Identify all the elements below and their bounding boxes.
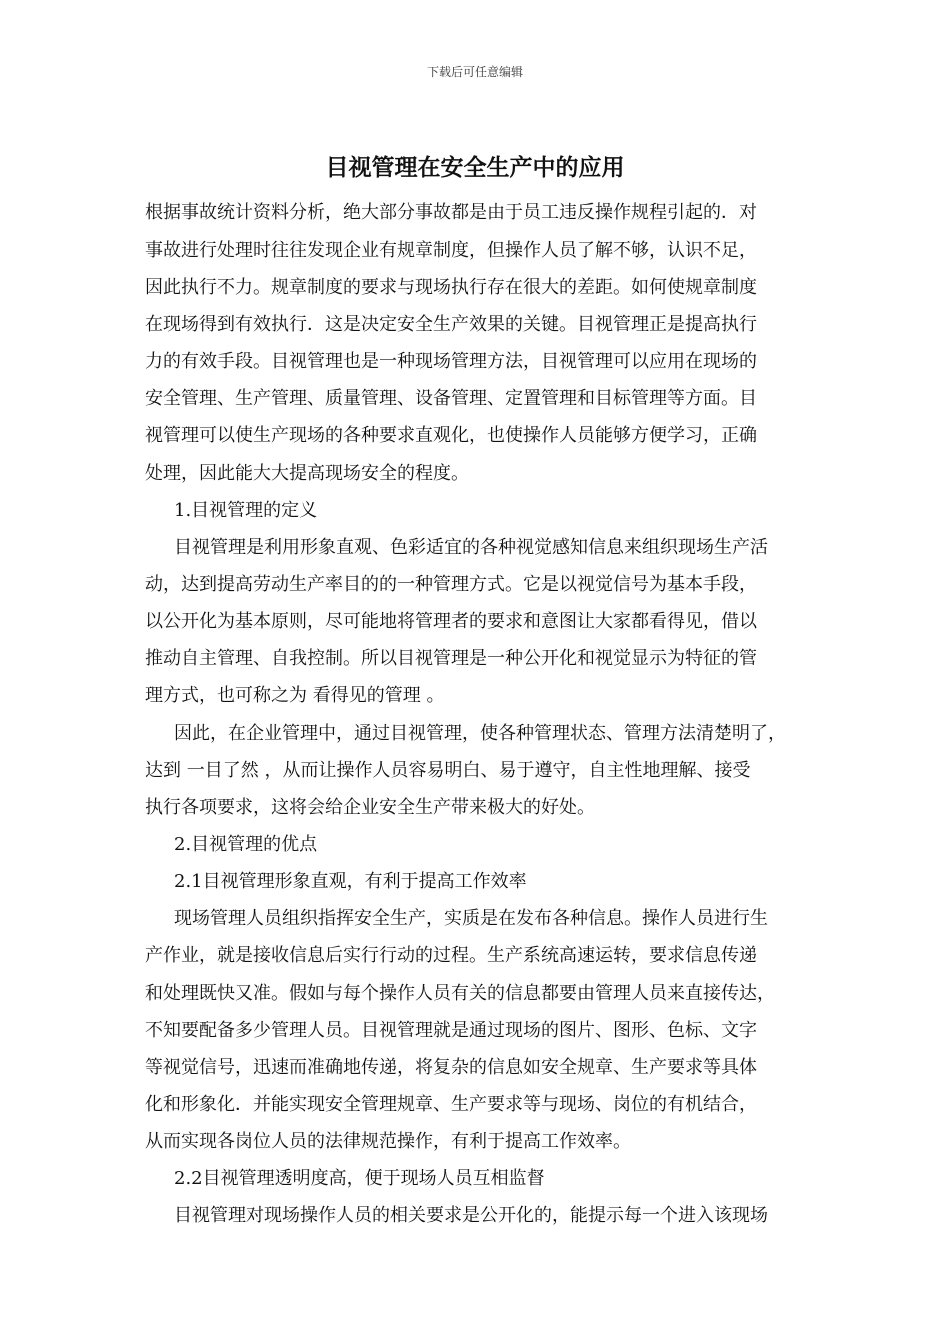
body-line: 达到 一目了然 ，从而让操作人员容易明白、易于遵守，自主性地理解、接受 xyxy=(145,760,751,781)
body-line: 在现场得到有效执行．这是决定安全生产效果的关键。目视管理正是提高执行 xyxy=(145,314,757,335)
section-heading: 1.目视管理的定义 xyxy=(174,500,318,521)
body-line: 以公开化为基本原则，尽可能地将管理者的要求和意图让大家都看得见，借以 xyxy=(145,611,757,632)
body-line: 安全管理、生产管理、质量管理、设备管理、定置管理和目标管理等方面。目 xyxy=(145,388,757,409)
body-line: 从而实现各岗位人员的法律规范操作，有利于提高工作效率。 xyxy=(145,1131,631,1152)
body-line: 因此执行不力。规章制度的要求与现场执行存在很大的差距。如何使规章制度 xyxy=(145,277,757,298)
body-line: 和处理既快又准。假如与每个操作人员有关的信息都要由管理人员来直接传达， xyxy=(145,983,775,1004)
body-line: 事故进行处理时往往发现企业有规章制度，但操作人员了解不够，认识不足， xyxy=(145,240,757,261)
body-line: 执行各项要求，这将会给企业安全生产带来极大的好处。 xyxy=(145,797,595,818)
body-line: 动，达到提高劳动生产率目的的一种管理方式。它是以视觉信号为基本手段， xyxy=(145,574,757,595)
subsection-heading: 2.2目视管理透明度高，便于现场人员互相监督 xyxy=(174,1168,545,1189)
body-line: 推动自主管理、自我控制。所以目视管理是一种公开化和视觉显示为特征的管 xyxy=(145,648,757,669)
section-heading: 2.目视管理的优点 xyxy=(174,834,318,855)
body-line: 视管理可以使生产现场的各种要求直观化，也使操作人员能够方便学习，正确 xyxy=(145,425,757,446)
body-line: 现场管理人员组织指挥安全生产，实质是在发布各种信息。操作人员进行生 xyxy=(174,908,768,929)
page-header-note: 下载后可任意编辑 xyxy=(426,65,523,79)
body-line: 理方式，也可称之为 看得见的管理 。 xyxy=(145,685,445,706)
body-line: 根据事故统计资料分析，绝大部分事故都是由于员工违反操作规程引起的．对 xyxy=(145,202,757,223)
body-line: 力的有效手段。目视管理也是一种现场管理方法，目视管理可以应用在现场的 xyxy=(145,351,757,372)
body-line: 处理，因此能大大提高现场安全的程度。 xyxy=(145,463,469,484)
body-line: 目视管理是利用形象直观、色彩适宜的各种视觉感知信息来组织现场生产活 xyxy=(174,537,768,558)
subsection-heading: 2.1目视管理形象直观，有利于提高工作效率 xyxy=(174,871,527,892)
body-line: 目视管理对现场操作人员的相关要求是公开化的，能提示每一个进入该现场 xyxy=(174,1205,768,1226)
body-line: 等视觉信号，迅速而准确地传递，将复杂的信息如安全规章、生产要求等具体 xyxy=(145,1057,757,1078)
document-title: 目视管理在安全生产中的应用 xyxy=(325,155,625,181)
body-line: 不知要配备多少管理人员。目视管理就是通过现场的图片、图形、色标、文字 xyxy=(145,1020,757,1041)
body-line: 化和形象化．并能实现安全管理规章、生产要求等与现场、岗位的有机结合， xyxy=(145,1094,757,1115)
body-line: 因此，在企业管理中，通过目视管理，使各种管理状态、管理方法清楚明了， xyxy=(174,723,786,744)
body-line: 产作业，就是接收信息后实行行动的过程。生产系统高速运转，要求信息传递 xyxy=(145,945,757,966)
